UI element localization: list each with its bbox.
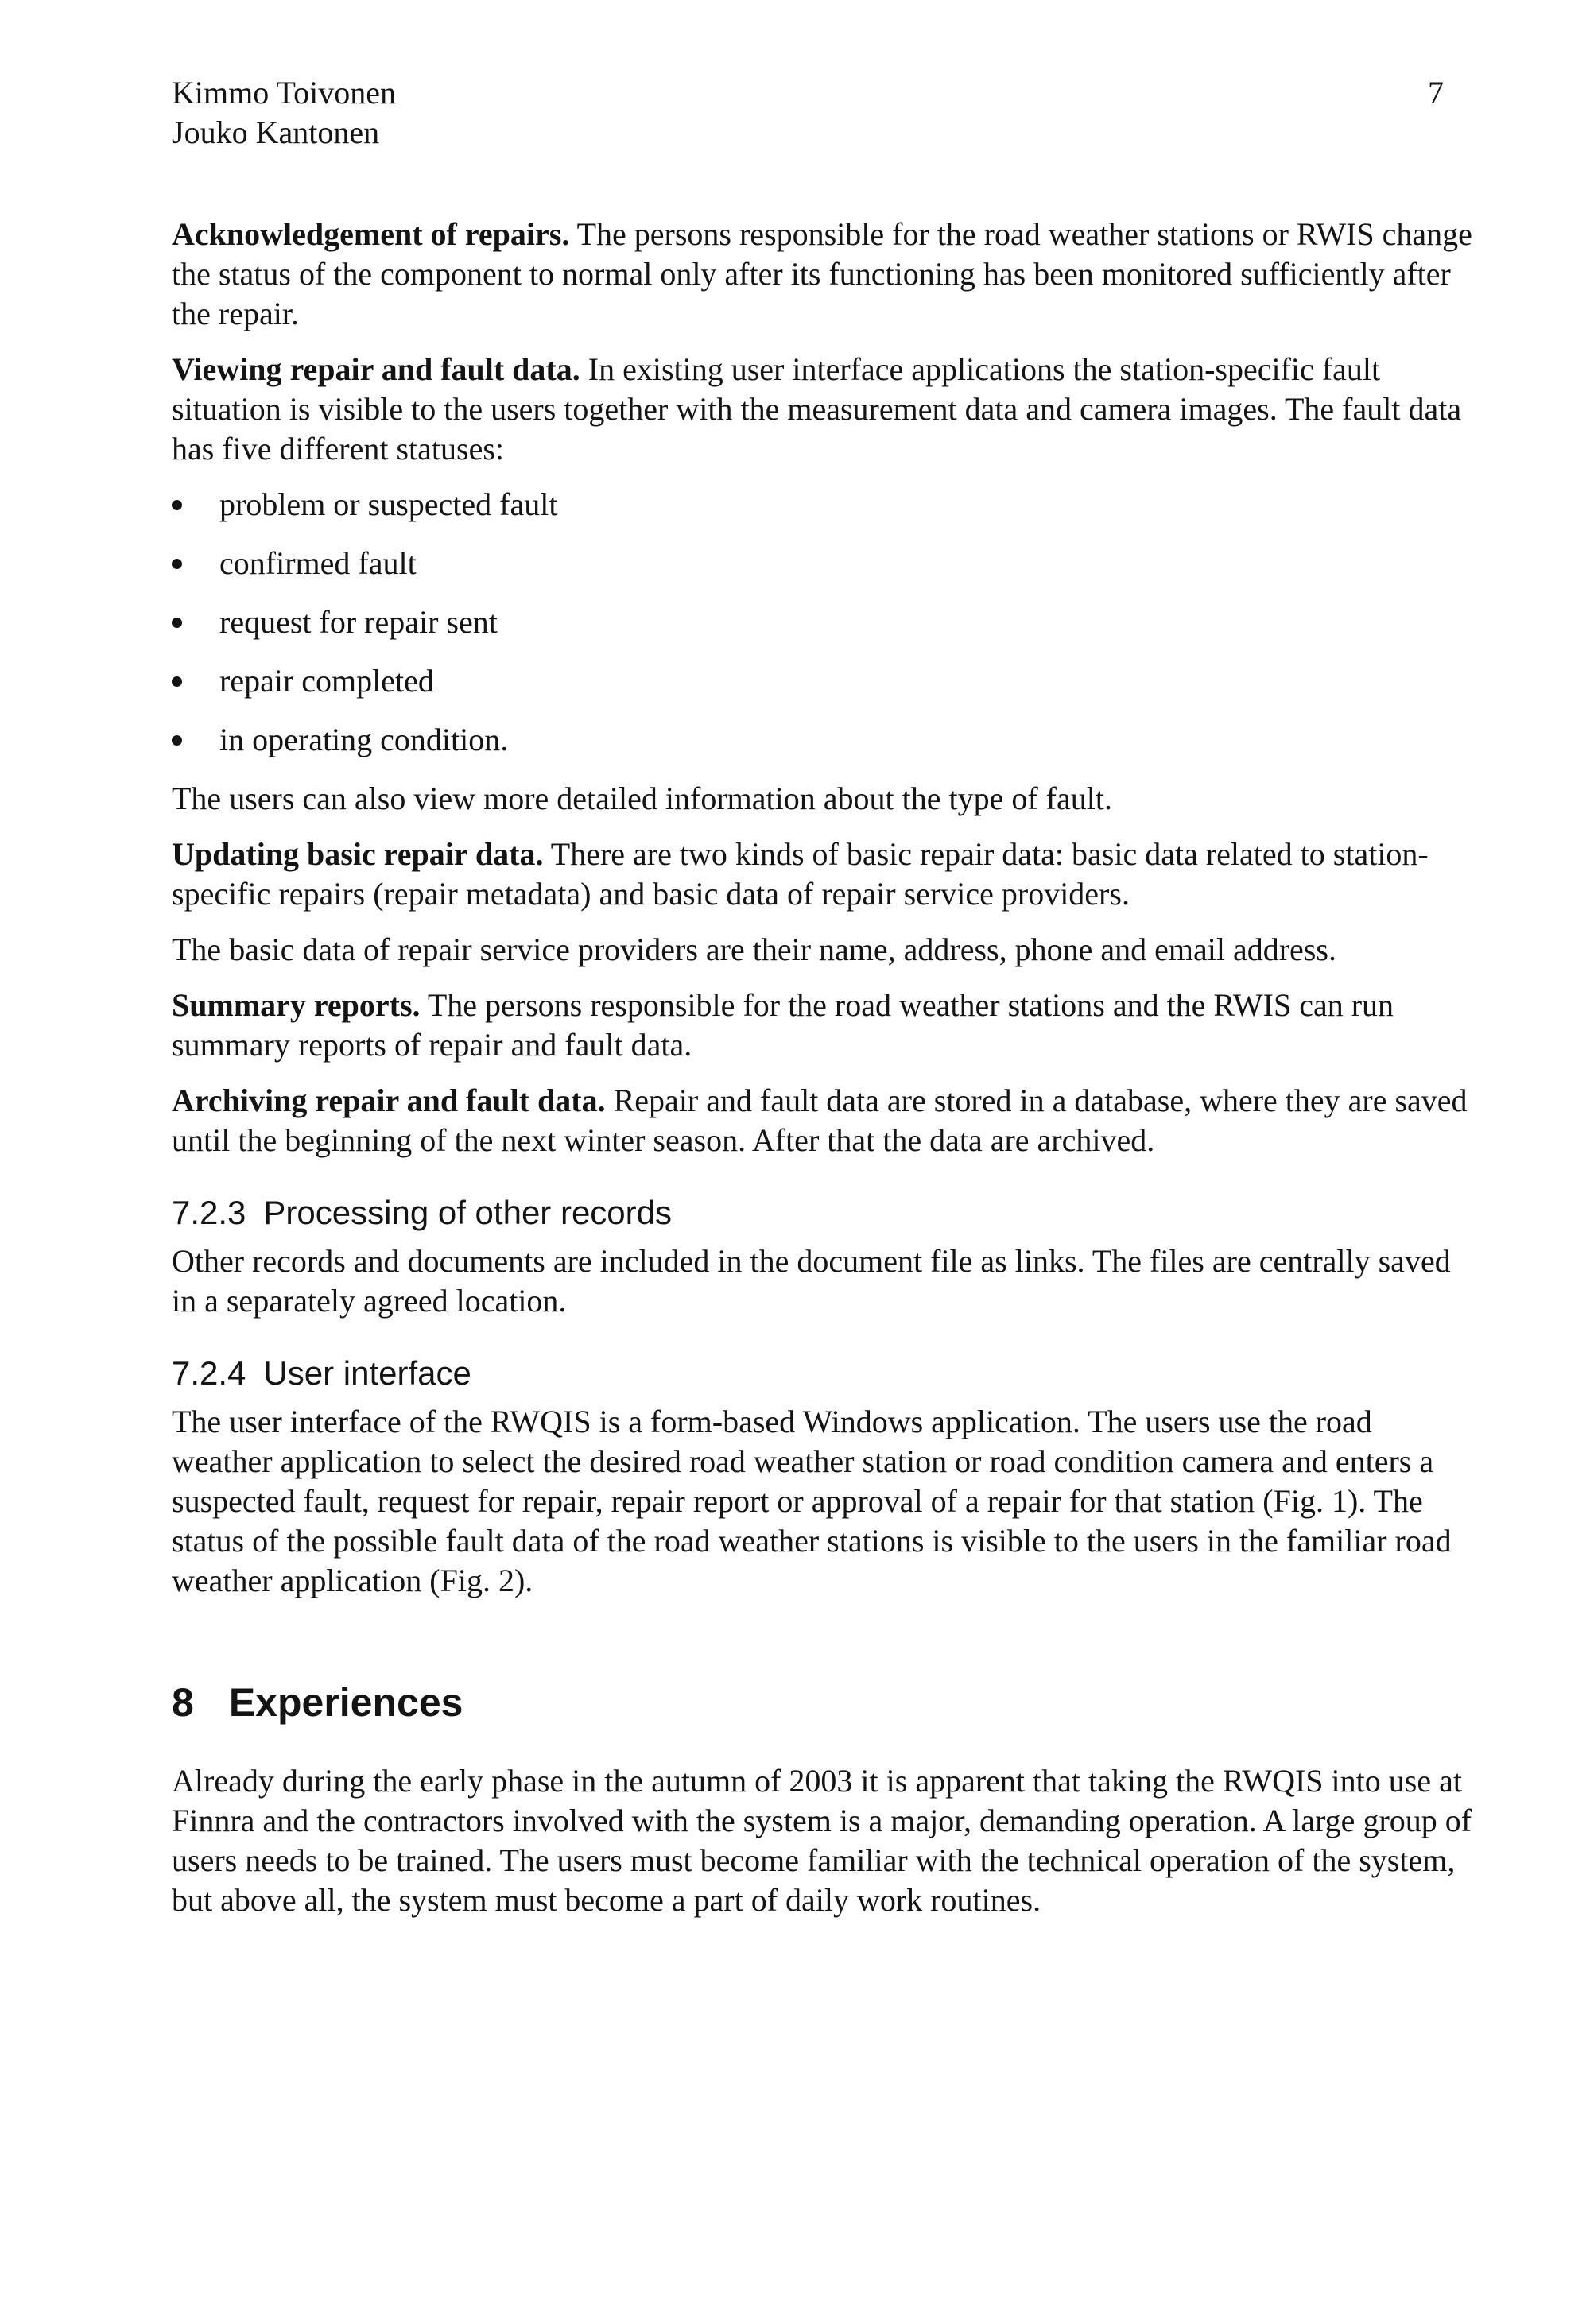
list-item-text: repair completed (219, 663, 434, 699)
list-item (172, 485, 1476, 525)
list-item (172, 544, 1476, 583)
list-item-text: request for repair sent (219, 604, 498, 640)
page-body (172, 215, 1476, 1936)
subsection-heading-7-2-3 (172, 1192, 1476, 1234)
section-number: 7.2.3 (172, 1194, 246, 1231)
paragraph-fault-detail: The users can also view more detailed information about the type of fault. (172, 780, 1112, 816)
paragraph-summary (172, 986, 1476, 1065)
author-names (172, 73, 1444, 153)
paragraph-other-records: Other records and documents are included in the document file as links. The files are centrally saved in a separately agreed location. (172, 1243, 1451, 1319)
section-number: 7.2.4 (172, 1354, 246, 1392)
paragraph-lead: Archiving repair and fault data. (172, 1083, 606, 1118)
paragraph-lead: Updating basic repair data. (172, 836, 544, 872)
bullet-icon (172, 500, 182, 510)
paragraph-text: The persons responsible for the road weather stations or RWIS change the status of the component to normal only after its functioning has been monitored sufficiently after the repair. (172, 216, 1472, 331)
paragraph-archiving (172, 1081, 1476, 1160)
bullet-icon (172, 676, 182, 687)
paragraph-updating (172, 835, 1476, 914)
bullet-icon (172, 559, 182, 569)
paragraph-providers: The basic data of repair service providers are their name, address, phone and email address. (172, 932, 1336, 967)
page-number: 7 (1428, 75, 1444, 110)
list-item-text: problem or suspected fault (219, 486, 558, 522)
paragraph-lead: Summary reports. (172, 987, 421, 1023)
list-item-text: in operating condition. (219, 722, 509, 757)
paragraph-acknowledgement (172, 215, 1476, 334)
paragraph-text: The persons responsible for the road weather stations and the RWIS can run summary reports of repair and fault data. (172, 987, 1394, 1063)
bullet-icon (172, 735, 182, 746)
paragraph-experiences: Already during the early phase in the autumn of 2003 it is apparent that taking the RWQIS into use at Finnra and the contractors involved with the system is a major, demanding operation. A large group of users needs to be trained. The users must become familiar with the technical operation of the system, but above all, the system must become a part of daily work routines. (172, 1763, 1472, 1918)
paragraph-text: There are two kinds of basic repair data: basic data related to station-specific repairs (repair metadata) and basic data of repair service providers. (172, 836, 1429, 912)
bullet-icon (172, 618, 182, 628)
list-item (172, 661, 1476, 701)
list-item (172, 720, 1476, 760)
paragraph-viewing (172, 350, 1476, 469)
paragraph-lead: Viewing repair and fault data. (172, 351, 580, 387)
author-name: Jouko Kantonen (172, 114, 380, 150)
paragraph-text: In existing user interface applications the station-specific fault situation is visible to the users together with the measurement data and camera images. The fault data has five different statuses: (172, 351, 1462, 467)
section-title: User interface (263, 1354, 471, 1392)
subsection-heading-7-2-4 (172, 1353, 1476, 1394)
section-title: Experiences (228, 1680, 463, 1725)
paragraph-user-interface: The user interface of the RWQIS is a form-based Windows application. The users use the road weather application to select the desired road weather station or road condition camera and enters a suspected fault, request for repair, repair report or approval of a repair for that station (Fig. 1). The status of the possible fault data of the road weather stations is visible to the users in the familiar road weather application (Fig. 2). (172, 1404, 1452, 1598)
paragraph-text: Repair and fault data are stored in a database, where they are saved until the beginning of the next winter season. After that the data are archived. (172, 1083, 1468, 1158)
section-heading-8 (172, 1679, 1476, 1726)
section-title: Processing of other records (263, 1194, 672, 1231)
section-number: 8 (172, 1680, 194, 1725)
page-header (172, 73, 1444, 153)
author-name: Kimmo Toivonen (172, 75, 397, 110)
paragraph-lead: Acknowledgement of repairs. (172, 216, 570, 252)
list-item-text: confirmed fault (219, 545, 417, 581)
list-item (172, 602, 1476, 642)
fault-status-list (172, 485, 1476, 760)
